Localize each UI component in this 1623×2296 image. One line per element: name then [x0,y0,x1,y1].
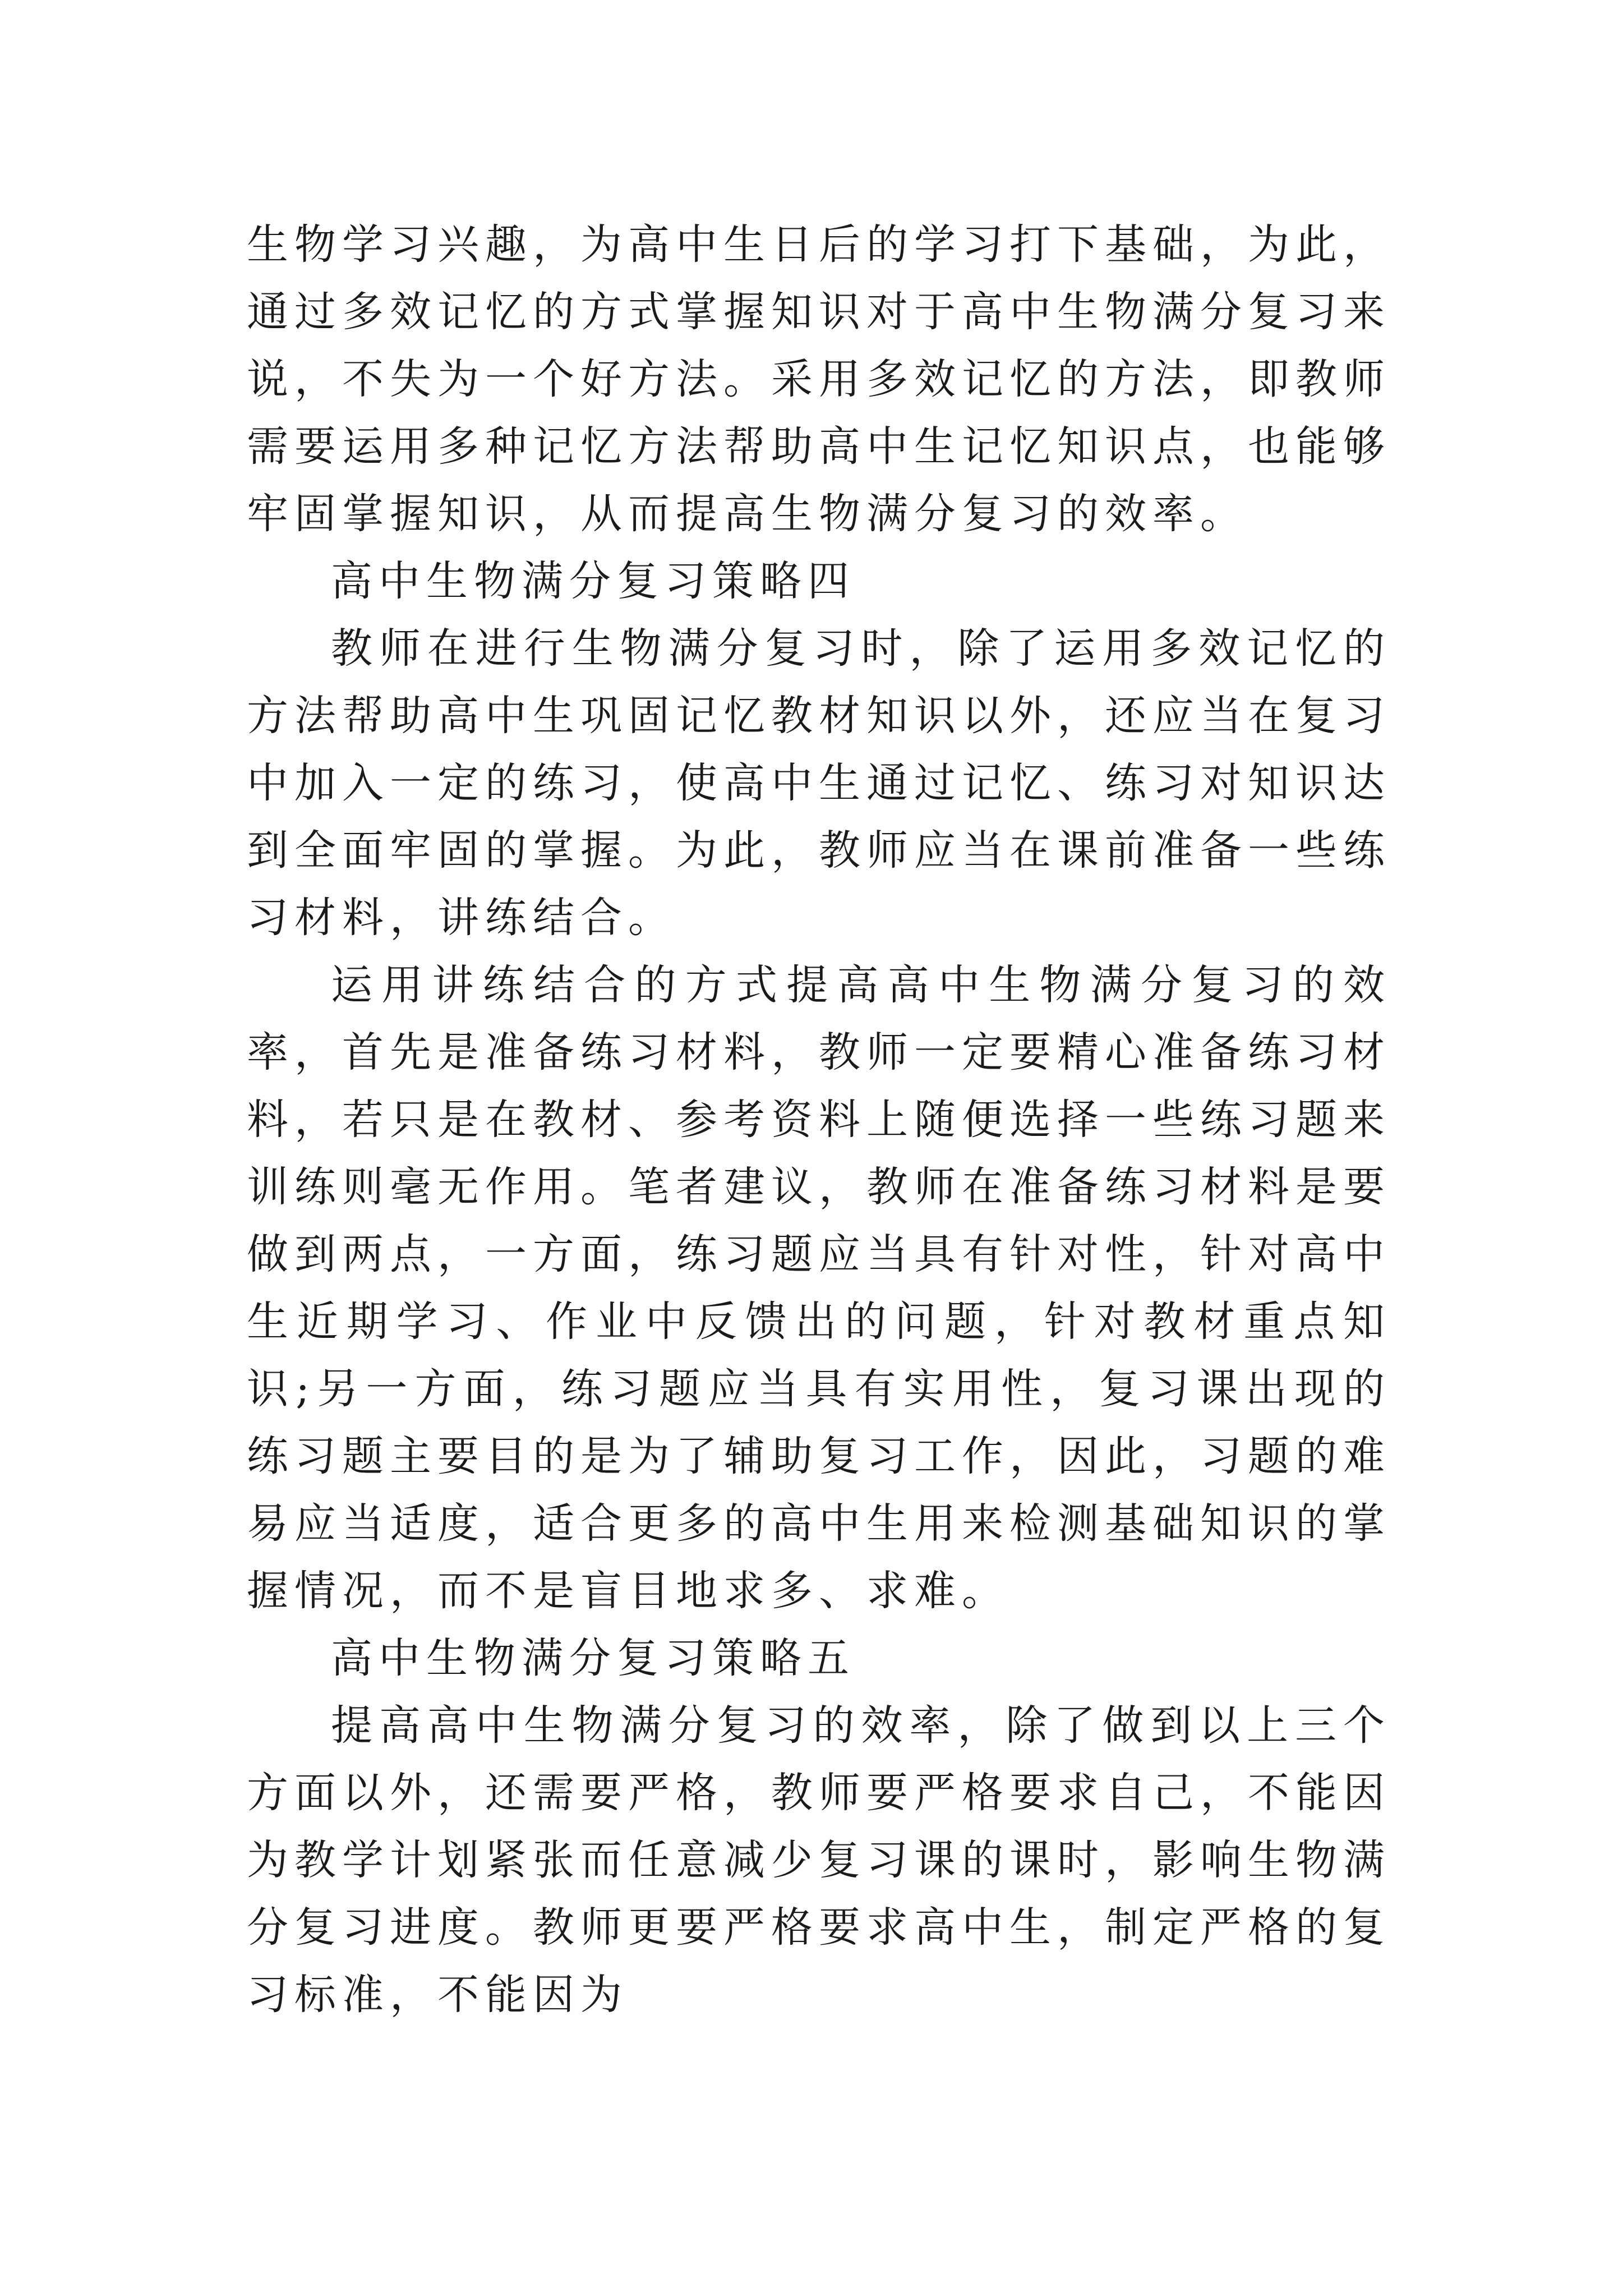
paragraph-1: 生物学习兴趣，为高中生日后的学习打下基础，为此，通过多效记忆的方式掌握知识对于高中生物满分复习来说，不失为一个好方法。采用多效记忆的方法，即教师需要运用多种记忆方法帮助高中生记忆知识点，也能够牢固掌握知识，从而提高生物满分复习的效率。 [247,220,1391,538]
section-heading-4: 高中生物满分复习策略四 [331,557,855,605]
section-heading-5: 高中生物满分复习策略五 [331,1634,855,1682]
paragraph-4: 提高高中生物满分复习的效率，除了做到以上三个方面以外，还需要严格，教师要严格要求自己，不能因为教学计划紧张而任意减少复习课的课时，影响生物满分复习进度。教师更要严格要求高中生，制定严格的复习标准，不能因为 [247,1701,1391,2019]
document-body [247,211,1391,2028]
paragraph-3: 运用讲练结合的方式提高高中生物满分复习的效率，首先是准备练习材料，教师一定要精心准备练习材料，若只是在教材、参考资料上随便选择一些练习题来训练则毫无作用。笔者建议，教师在准备练习材料是要做到两点，一方面，练习题应当具有针对性，针对高中生近期学习、作业中反馈出的问题，针对教材重点知识;另一方面，练习题应当具有实用性，复习课出现的练习题主要目的是为了辅助复习工作，因此，习题的难易应当适度，适合更多的高中生用来检测基础知识的掌握情况，而不是盲目地求多、求难。 [247,961,1391,1615]
paragraph-2: 教师在进行生物满分复习时，除了运用多效记忆的方法帮助高中生巩固记忆教材知识以外，还应当在复习中加入一定的练习，使高中生通过记忆、练习对知识达到全面牢固的掌握。为此，教师应当在课前准备一些练习材料，讲练结合。 [247,624,1391,942]
